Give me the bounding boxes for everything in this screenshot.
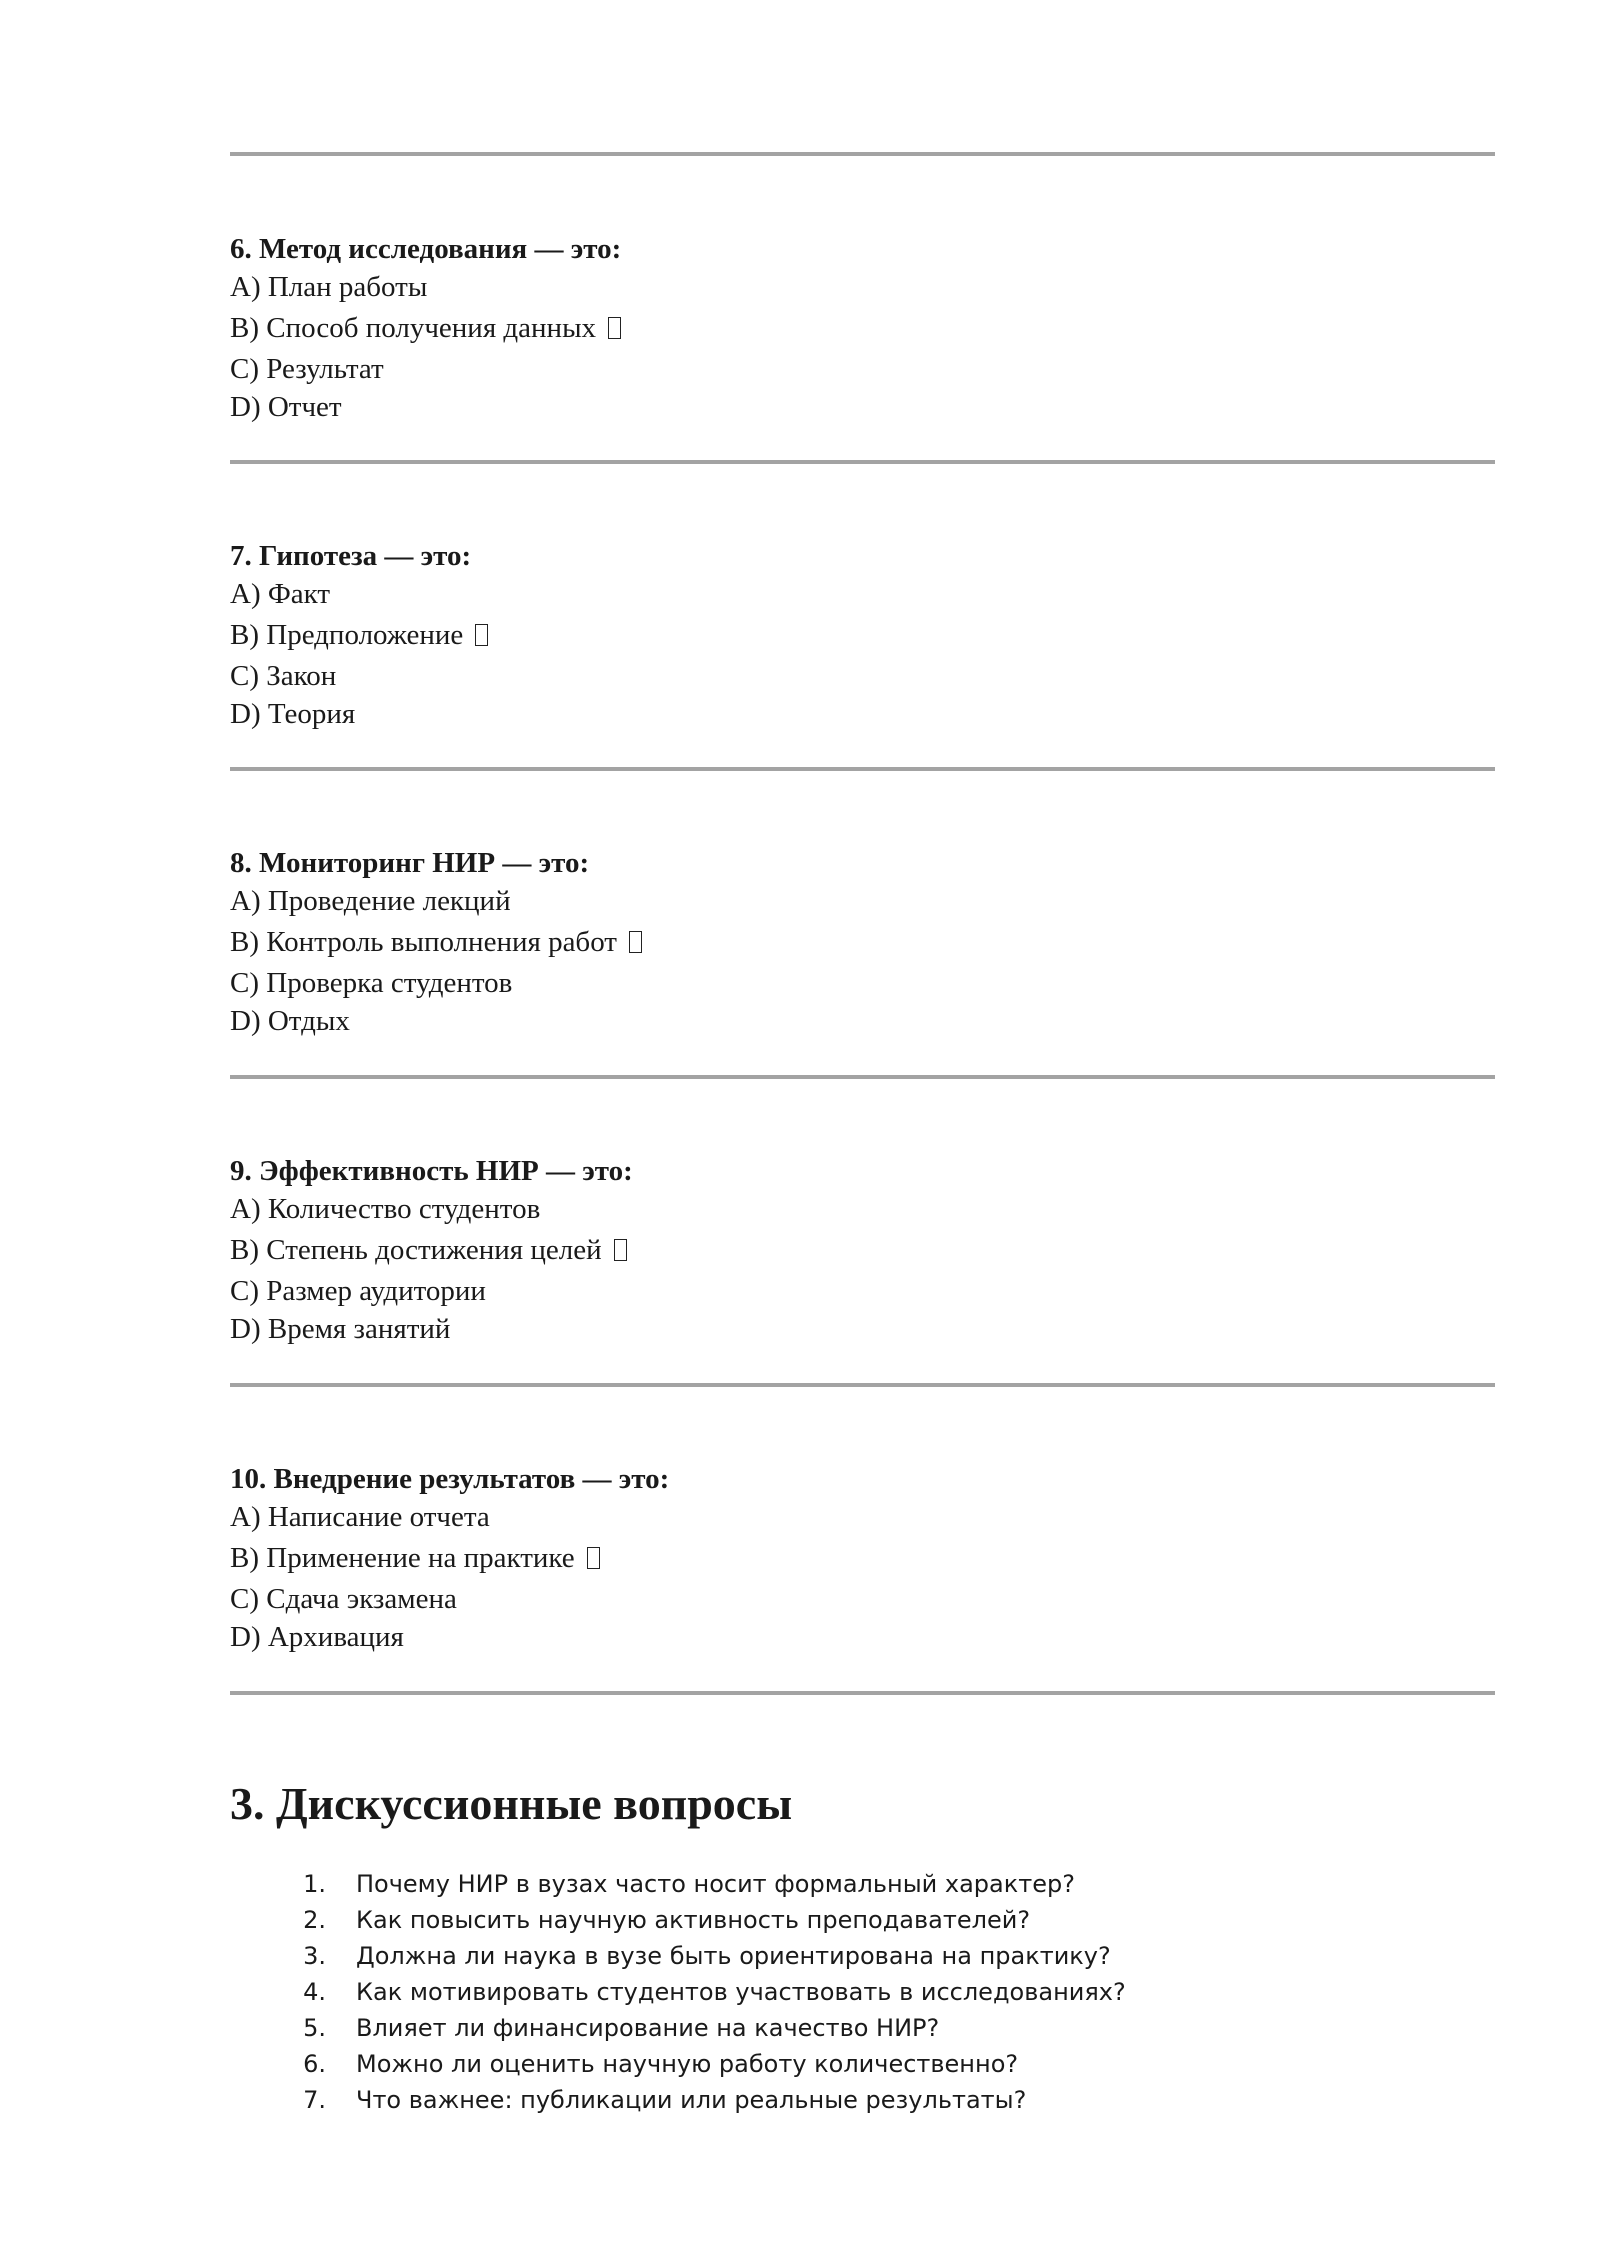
quiz-question xyxy=(230,1460,1430,1656)
answer-option: D) Время занятий xyxy=(230,1313,451,1345)
question-title: 6. Метод исследования — это: xyxy=(230,233,622,265)
list-item xyxy=(270,2010,1126,2046)
list-item-number: 4. xyxy=(303,1978,326,2006)
list-item-text: Как мотивировать студентов участвовать в исследованиях? xyxy=(356,1978,1126,2006)
answer-option: A) План работы xyxy=(230,271,428,303)
missing-glyph-box-icon xyxy=(629,931,642,953)
answer-option-marked xyxy=(230,1539,1430,1577)
answer-option-label: B) Предположение xyxy=(230,619,464,651)
discussion-questions-list xyxy=(270,1866,1126,2118)
quiz-question xyxy=(230,230,1430,426)
quiz-question xyxy=(230,844,1430,1040)
list-item-number: 5. xyxy=(303,2014,326,2042)
divider xyxy=(230,152,1495,156)
answer-option: D) Отчет xyxy=(230,391,342,423)
answer-option: A) Количество студентов xyxy=(230,1193,541,1225)
list-item-text: Должна ли наука в вузе быть ориентирована на практику? xyxy=(356,1942,1111,1970)
list-item-text: Что важнее: публикации или реальные результаты? xyxy=(356,2086,1027,2114)
question-title: 8. Мониторинг НИР — это: xyxy=(230,847,590,879)
question-title: 9. Эффективность НИР — это: xyxy=(230,1155,633,1187)
answer-option-label: B) Контроль выполнения работ xyxy=(230,926,617,958)
list-item-number: 1. xyxy=(303,1870,326,1898)
divider xyxy=(230,1383,1495,1387)
answer-option-marked xyxy=(230,616,1430,654)
list-item xyxy=(270,1938,1126,1974)
list-item xyxy=(270,1902,1126,1938)
answer-option-marked xyxy=(230,1231,1430,1269)
list-item-number: 7. xyxy=(303,2086,326,2114)
answer-option: C) Размер аудитории xyxy=(230,1275,486,1307)
answer-option: C) Сдача экзамена xyxy=(230,1583,457,1615)
divider xyxy=(230,460,1495,464)
answer-option: C) Закон xyxy=(230,660,337,692)
list-item xyxy=(270,2082,1126,2118)
list-item xyxy=(270,1866,1126,1902)
quiz-question xyxy=(230,537,1430,733)
answer-option: A) Проведение лекций xyxy=(230,885,511,917)
list-item-text: Как повысить научную активность преподавателей? xyxy=(356,1906,1031,1934)
answer-option: C) Проверка студентов xyxy=(230,967,513,999)
missing-glyph-box-icon xyxy=(475,624,488,646)
section-heading: 3. Дискуссионные вопросы xyxy=(230,1778,793,1829)
question-title: 10. Внедрение результатов — это: xyxy=(230,1463,670,1495)
list-item-number: 6. xyxy=(303,2050,326,2078)
list-item-number: 3. xyxy=(303,1942,326,1970)
divider xyxy=(230,767,1495,771)
list-item xyxy=(270,2046,1126,2082)
question-title: 7. Гипотеза — это: xyxy=(230,540,472,572)
answer-option-marked xyxy=(230,309,1430,347)
missing-glyph-box-icon xyxy=(587,1547,600,1569)
missing-glyph-box-icon xyxy=(608,317,621,339)
answer-option: A) Написание отчета xyxy=(230,1501,490,1533)
list-item-text: Влияет ли финансирование на качество НИР? xyxy=(356,2014,940,2042)
list-item-text: Почему НИР в вузах часто носит формальный характер? xyxy=(356,1870,1075,1898)
answer-option-label: B) Применение на практике xyxy=(230,1542,575,1574)
answer-option: A) Факт xyxy=(230,578,331,610)
answer-option-marked xyxy=(230,923,1430,961)
list-item xyxy=(270,1974,1126,2010)
missing-glyph-box-icon xyxy=(614,1239,627,1261)
answer-option: D) Отдых xyxy=(230,1005,350,1037)
answer-option: D) Теория xyxy=(230,698,356,730)
divider xyxy=(230,1691,1495,1695)
answer-option-label: B) Степень достижения целей xyxy=(230,1234,602,1266)
list-item-number: 2. xyxy=(303,1906,326,1934)
answer-option-label: B) Способ получения данных xyxy=(230,312,597,344)
answer-option: D) Архивация xyxy=(230,1621,404,1653)
answer-option: C) Результат xyxy=(230,353,384,385)
divider xyxy=(230,1075,1495,1079)
list-item-text: Можно ли оценить научную работу количественно? xyxy=(356,2050,1019,2078)
quiz-question xyxy=(230,1152,1430,1348)
